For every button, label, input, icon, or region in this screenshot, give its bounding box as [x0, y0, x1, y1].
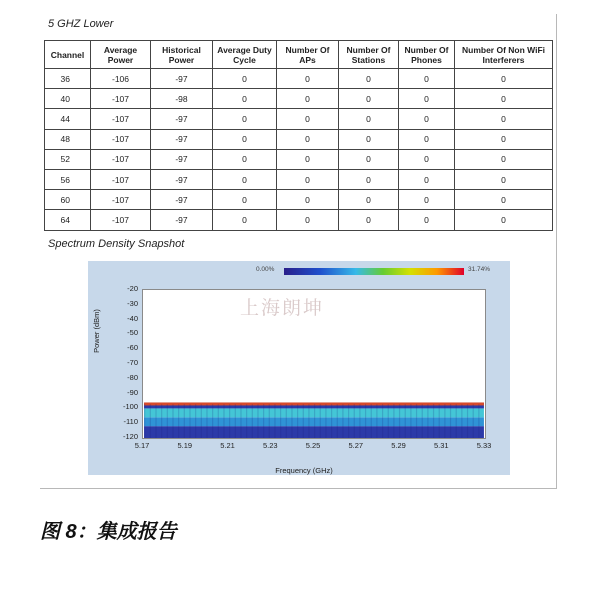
density-texture-line	[422, 404, 423, 438]
table-cell: 0	[213, 190, 277, 210]
density-texture-line	[444, 404, 445, 438]
table-cell: 40	[45, 89, 91, 109]
density-texture-line	[308, 404, 309, 438]
table-cell: 0	[213, 69, 277, 89]
density-texture-line	[274, 404, 275, 438]
density-texture-line	[314, 404, 315, 438]
table-cell: -107	[91, 169, 151, 189]
table-cell: 0	[455, 190, 553, 210]
watermark-text: 上海朗坤	[240, 297, 325, 319]
x-tick-label: 5.17	[134, 441, 150, 450]
x-tick-label: 5.33	[476, 441, 492, 450]
table-cell: 0	[455, 109, 553, 129]
density-texture-line	[388, 404, 389, 438]
x-tick-label: 5.19	[177, 441, 193, 450]
table-row	[45, 210, 553, 230]
density-texture-line	[240, 404, 241, 438]
table-cell: 0	[399, 69, 455, 89]
density-texture-line	[229, 404, 230, 438]
spectrum-title: Spectrum Density Snapshot	[48, 238, 185, 250]
density-texture-line	[297, 404, 298, 438]
density-texture-line	[269, 404, 270, 438]
table-cell: 0	[339, 169, 399, 189]
channel-table	[44, 40, 553, 231]
density-texture-line	[150, 404, 151, 438]
y-tick-label: -90	[127, 387, 138, 397]
table-cell: 0	[399, 129, 455, 149]
x-tick-label: 5.21	[220, 441, 235, 450]
table-cell: 0	[277, 69, 339, 89]
table-cell: 0	[213, 109, 277, 129]
table-row	[45, 149, 553, 169]
table-cell: -107	[91, 89, 151, 109]
y-tick-label: -40	[127, 313, 138, 323]
column-header: Number Of Phones	[399, 41, 455, 69]
table-cell: 0	[213, 149, 277, 169]
density-texture-line	[320, 404, 321, 438]
density-texture-line	[223, 404, 224, 438]
table-cell: -97	[151, 149, 213, 169]
density-texture-line	[201, 404, 202, 438]
table-cell: -97	[151, 190, 213, 210]
density-texture-line	[473, 404, 474, 438]
table-cell: 0	[339, 69, 399, 89]
density-texture-line	[263, 404, 264, 438]
y-tick-label: -20	[127, 284, 138, 293]
density-texture-line	[342, 404, 343, 438]
table-cell: -107	[91, 190, 151, 210]
density-texture-line	[467, 404, 468, 438]
y-axis-title: Power (dBm)	[92, 309, 101, 353]
density-texture-line	[354, 404, 355, 438]
table-cell: 44	[45, 109, 91, 129]
table-cell: 52	[45, 149, 91, 169]
integration-report	[40, 14, 557, 489]
table-cell: -97	[151, 109, 213, 129]
table-cell: 0	[213, 89, 277, 109]
table-row	[45, 89, 553, 109]
table-cell: 0	[277, 89, 339, 109]
density-texture-line	[235, 404, 236, 438]
table-cell: 56	[45, 169, 91, 189]
table-cell: -107	[91, 109, 151, 129]
table-cell: 0	[455, 129, 553, 149]
table-cell: 0	[399, 149, 455, 169]
column-header: Number Of APs	[277, 41, 339, 69]
density-texture-line	[218, 404, 219, 438]
density-texture-line	[371, 404, 372, 438]
y-tick-label: -30	[127, 298, 138, 308]
density-texture-line	[172, 404, 173, 438]
scale-max-label: 31.74%	[468, 266, 491, 273]
density-texture-line	[382, 404, 383, 438]
density-texture-line	[212, 404, 213, 438]
table-header-row	[45, 41, 553, 69]
table-cell: 0	[277, 169, 339, 189]
density-texture-line	[286, 404, 287, 438]
table-cell: 0	[399, 89, 455, 109]
table-cell: 0	[339, 129, 399, 149]
table-cell: 0	[277, 190, 339, 210]
y-tick-label: -70	[127, 358, 138, 367]
table-cell: 0	[455, 210, 553, 230]
x-tick-label: 5.23	[262, 441, 278, 450]
density-texture-line	[206, 404, 207, 438]
table-cell: 0	[399, 190, 455, 210]
density-texture-line	[456, 404, 457, 438]
density-texture-line	[331, 404, 332, 438]
table-cell: -97	[151, 69, 213, 89]
column-header: Number Of Non WiFi Interferers	[455, 41, 553, 69]
table-cell: 0	[277, 149, 339, 169]
density-texture-line	[155, 404, 156, 438]
table-cell: -107	[91, 210, 151, 230]
table-cell: 0	[455, 169, 553, 189]
table-cell: 0	[399, 109, 455, 129]
figure-caption: 图 8：集成报告	[40, 521, 177, 543]
table-cell: 0	[277, 129, 339, 149]
table-cell: 0	[213, 169, 277, 189]
y-tick-label: -120	[122, 432, 138, 441]
column-header: Average Power	[91, 41, 151, 69]
y-tick-label: -50	[127, 328, 138, 338]
table-cell: 0	[455, 69, 553, 89]
density-texture-line	[189, 404, 190, 438]
y-tick-label: -110	[123, 417, 138, 427]
table-cell: 48	[45, 129, 91, 149]
density-texture-line	[291, 404, 292, 438]
table-cell: -107	[91, 129, 151, 149]
density-texture-line	[337, 404, 338, 438]
density-texture-line	[257, 404, 258, 438]
x-tick-label: 5.27	[348, 441, 364, 450]
table-cell: -97	[151, 129, 213, 149]
density-texture-line	[325, 404, 326, 438]
density-texture-line	[359, 404, 360, 438]
density-texture-line	[461, 404, 462, 438]
y-tick-label: -60	[127, 343, 138, 353]
density-texture-line	[348, 404, 349, 438]
table-cell: 0	[213, 210, 277, 230]
table-cell: -107	[91, 149, 151, 169]
table-cell: 0	[339, 149, 399, 169]
y-tick-label: -80	[127, 372, 138, 382]
density-texture-line	[144, 404, 145, 438]
density-texture-line	[280, 404, 281, 438]
table-cell: 0	[339, 190, 399, 210]
table-cell: 0	[455, 89, 553, 109]
table-cell: 36	[45, 69, 91, 89]
density-texture-line	[433, 404, 434, 438]
table-cell: 0	[339, 89, 399, 109]
table-cell: 0	[455, 149, 553, 169]
column-header: Historical Power	[151, 41, 213, 69]
density-texture-line	[416, 404, 417, 438]
y-tick-label: -100	[122, 402, 138, 412]
table-cell: 0	[277, 210, 339, 230]
table-cell: -97	[151, 210, 213, 230]
table-cell: -97	[151, 169, 213, 189]
density-texture-line	[303, 404, 304, 438]
table-cell: 60	[45, 190, 91, 210]
table-row	[45, 69, 553, 89]
section-title: 5 GHZ Lower	[48, 18, 114, 30]
density-texture-line	[450, 404, 451, 438]
table-row	[45, 169, 553, 189]
density-texture-line	[410, 404, 411, 438]
table-cell: 64	[45, 210, 91, 230]
table-cell: -98	[151, 89, 213, 109]
x-tick-label: 5.29	[391, 441, 406, 450]
density-texture-line	[439, 404, 440, 438]
table-cell: 0	[399, 169, 455, 189]
density-texture-line	[178, 404, 179, 438]
density-texture-line	[252, 404, 253, 438]
density-texture-line	[246, 404, 247, 438]
column-header: Average Duty Cycle	[213, 41, 277, 69]
density-texture-line	[161, 404, 162, 438]
density-texture-line	[478, 404, 479, 438]
table-cell: 0	[213, 129, 277, 149]
color-scale-bar	[284, 268, 464, 275]
density-texture-line	[195, 404, 196, 438]
density-texture-line	[167, 404, 168, 438]
table-cell: -106	[91, 69, 151, 89]
density-texture-line	[399, 404, 400, 438]
x-axis-title: Frequency (GHz)	[275, 466, 333, 475]
density-texture-line	[184, 404, 185, 438]
column-header: Channel	[45, 41, 91, 69]
table-cell: 0	[339, 109, 399, 129]
table-row	[45, 190, 553, 210]
density-texture-line	[365, 404, 366, 438]
x-tick-label: 5.31	[433, 441, 449, 450]
density-texture-line	[376, 404, 377, 438]
table-cell: 0	[277, 109, 339, 129]
density-texture-line	[405, 404, 406, 438]
density-texture-line	[393, 404, 394, 438]
table-cell: 0	[399, 210, 455, 230]
table-row	[45, 129, 553, 149]
density-texture-line	[427, 404, 428, 438]
scale-min-label: 0.00%	[256, 266, 275, 273]
column-header: Number Of Stations	[339, 41, 399, 69]
x-tick-label: 5.25	[305, 441, 321, 450]
table-cell: 0	[339, 210, 399, 230]
table-row	[45, 109, 553, 129]
